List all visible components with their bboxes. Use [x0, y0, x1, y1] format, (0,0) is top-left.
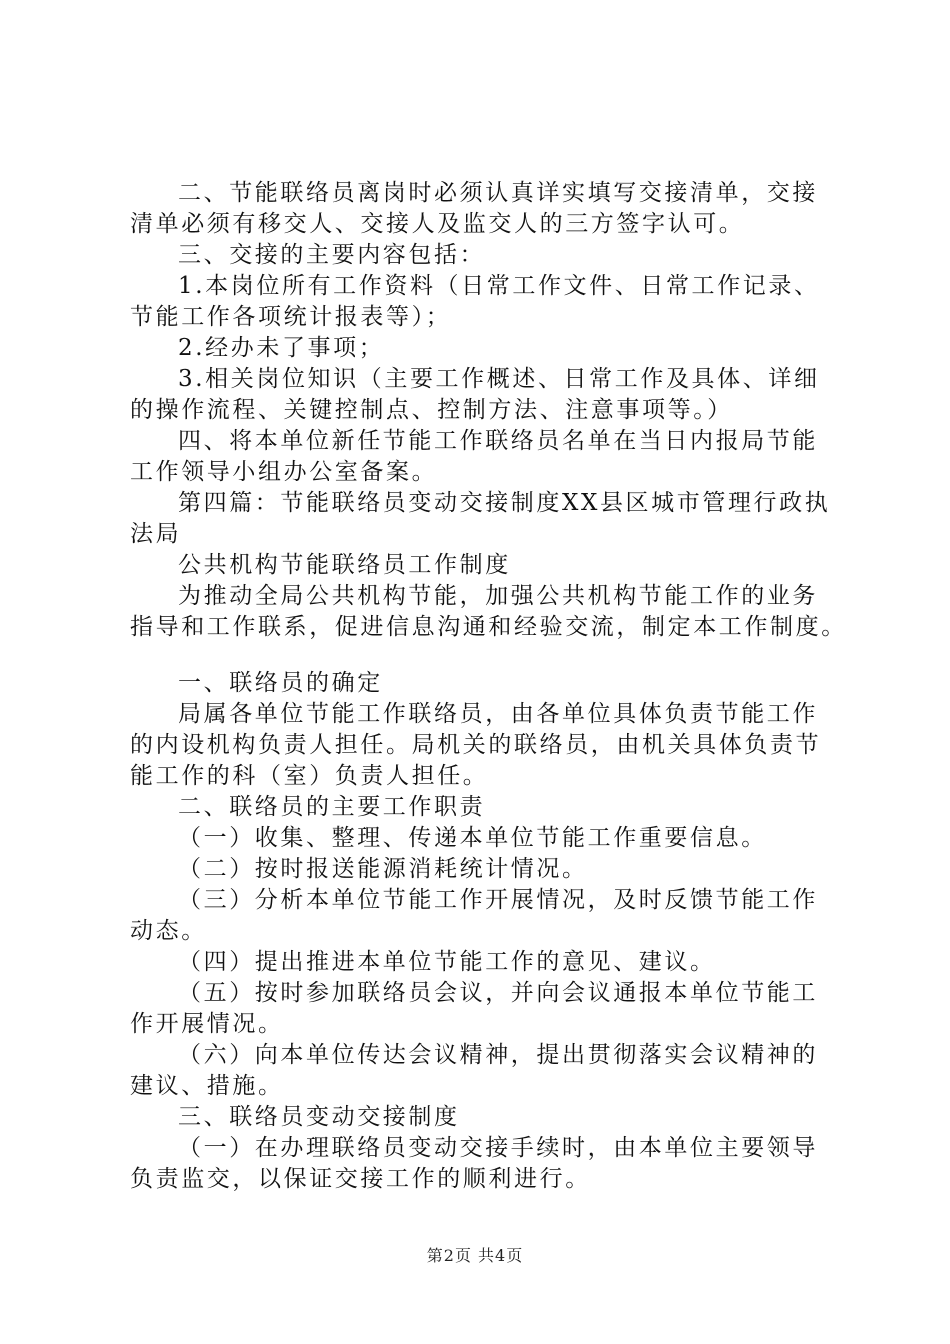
- body-line: 二、节能联络员离岗时必须认真详实填写交接清单，交接: [178, 180, 818, 206]
- body-line: 的操作流程、关键控制点、控制方法、注意事项等。）: [130, 397, 733, 423]
- list-item: （一）在办理联络员变动交接手续时，由本单位主要领导: [178, 1135, 818, 1161]
- body-line: 清单必须有移交人、交接人及监交人的三方签字认可。: [130, 211, 745, 237]
- body-line: 节能工作各项统计报表等）；: [130, 304, 452, 330]
- body-line: 指导和工作联系，促进信息沟通和经验交流，制定本工作制度。: [130, 614, 847, 640]
- body-line: 四、将本单位新任节能工作联络员名单在当日内报局节能: [178, 428, 818, 454]
- body-line: 工作领导小组办公室备案。: [130, 459, 438, 485]
- body-line: 负责监交，以保证交接工作的顺利进行。: [130, 1166, 591, 1192]
- body-line: 法局: [130, 521, 182, 547]
- list-item: （六）向本单位传达会议精神，提出贯彻落实会议精神的: [178, 1042, 818, 1068]
- section-heading: 二、联络员的主要工作职责: [178, 794, 486, 820]
- list-item: （三）分析本单位节能工作开展情况，及时反馈节能工作: [178, 887, 818, 913]
- body-line: 局属各单位节能工作联络员，由各单位具体负责节能工作: [178, 701, 818, 727]
- section-heading: 第四篇：节能联络员变动交接制度XX县区城市管理行政执: [178, 490, 831, 516]
- body-line: 3.相关岗位知识（主要工作概述、日常工作及具体、详细: [178, 366, 820, 392]
- list-item: （五）按时参加联络员会议，并向会议通报本单位节能工: [178, 980, 818, 1006]
- section-heading: 一、联络员的确定: [178, 670, 383, 696]
- body-line: 作开展情况。: [130, 1011, 284, 1037]
- list-item: （一）收集、整理、传递本单位节能工作重要信息。: [178, 825, 767, 851]
- body-line: 建议、措施。: [130, 1073, 284, 1099]
- body-line: 能工作的科（室）负责人担任。: [130, 763, 489, 789]
- body-line: 动态。: [130, 918, 207, 944]
- section-heading: 三、联络员变动交接制度: [178, 1104, 460, 1130]
- list-item: （二）按时报送能源消耗统计情况。: [178, 856, 588, 882]
- body-line: 2.经办未了事项；: [178, 335, 385, 361]
- document-title: 公共机构节能联络员工作制度: [178, 552, 511, 578]
- body-line: 为推动全局公共机构节能，加强公共机构节能工作的业务: [178, 583, 818, 609]
- body-line: 的内设机构负责人担任。局机关的联络员，由机关具体负责节: [130, 732, 822, 758]
- body-line: 三、交接的主要内容包括：: [178, 242, 486, 268]
- list-item: （四）提出推进本单位节能工作的意见、建议。: [178, 949, 716, 975]
- page-number-footer: 第2页 共4页: [426, 1246, 524, 1265]
- body-line: 1.本岗位所有工作资料（日常工作文件、日常工作记录、: [178, 273, 820, 299]
